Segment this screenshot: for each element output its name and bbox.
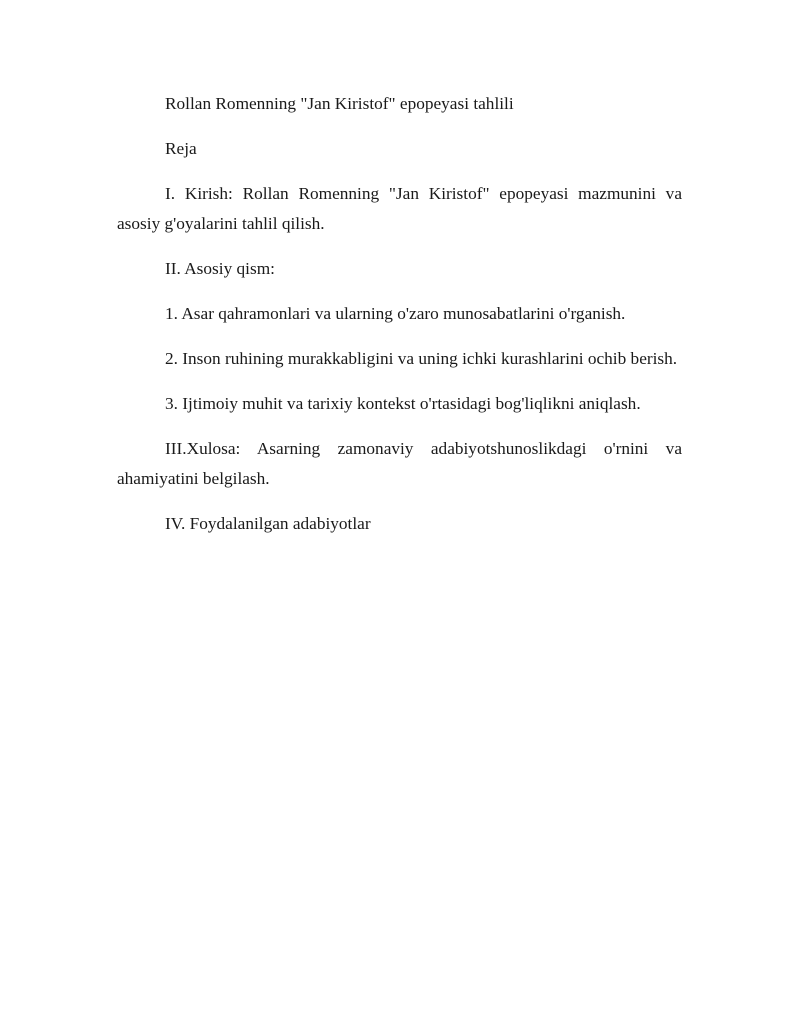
document-title: Rollan Romenning "Jan Kiristof" epopeyasi tahlili <box>165 94 514 113</box>
plan-item-introduction: I. Kirish: Rollan Romenning "Jan Kiristof" epopeyasi mazmunini va asosiy g'oyalarini tahlil qilish. <box>117 184 682 233</box>
plan-item-references: IV. Foydalanilgan adabiyotlar <box>165 514 371 533</box>
plan-item-3: 3. Ijtimoiy muhit va tarixiy kontekst o'rtasidagi bog'liqlikni aniqlash. <box>165 394 641 413</box>
plan-item-main-part: II. Asosiy qism: <box>165 259 275 278</box>
plan-heading: Reja <box>165 139 197 158</box>
plan-item-conclusion: III.Xulosa: Asarning zamonaviy adabiyotshunoslikdagi o'rnini va ahamiyatini belgilash. <box>117 439 682 488</box>
plan-item-2: 2. Inson ruhining murakkabligini va uning ichki kurashlarini ochib berish. <box>165 349 678 368</box>
document-body <box>117 89 682 554</box>
plan-item-1: 1. Asar qahramonlari va ularning o'zaro munosabatlarini o'rganish. <box>165 304 626 323</box>
